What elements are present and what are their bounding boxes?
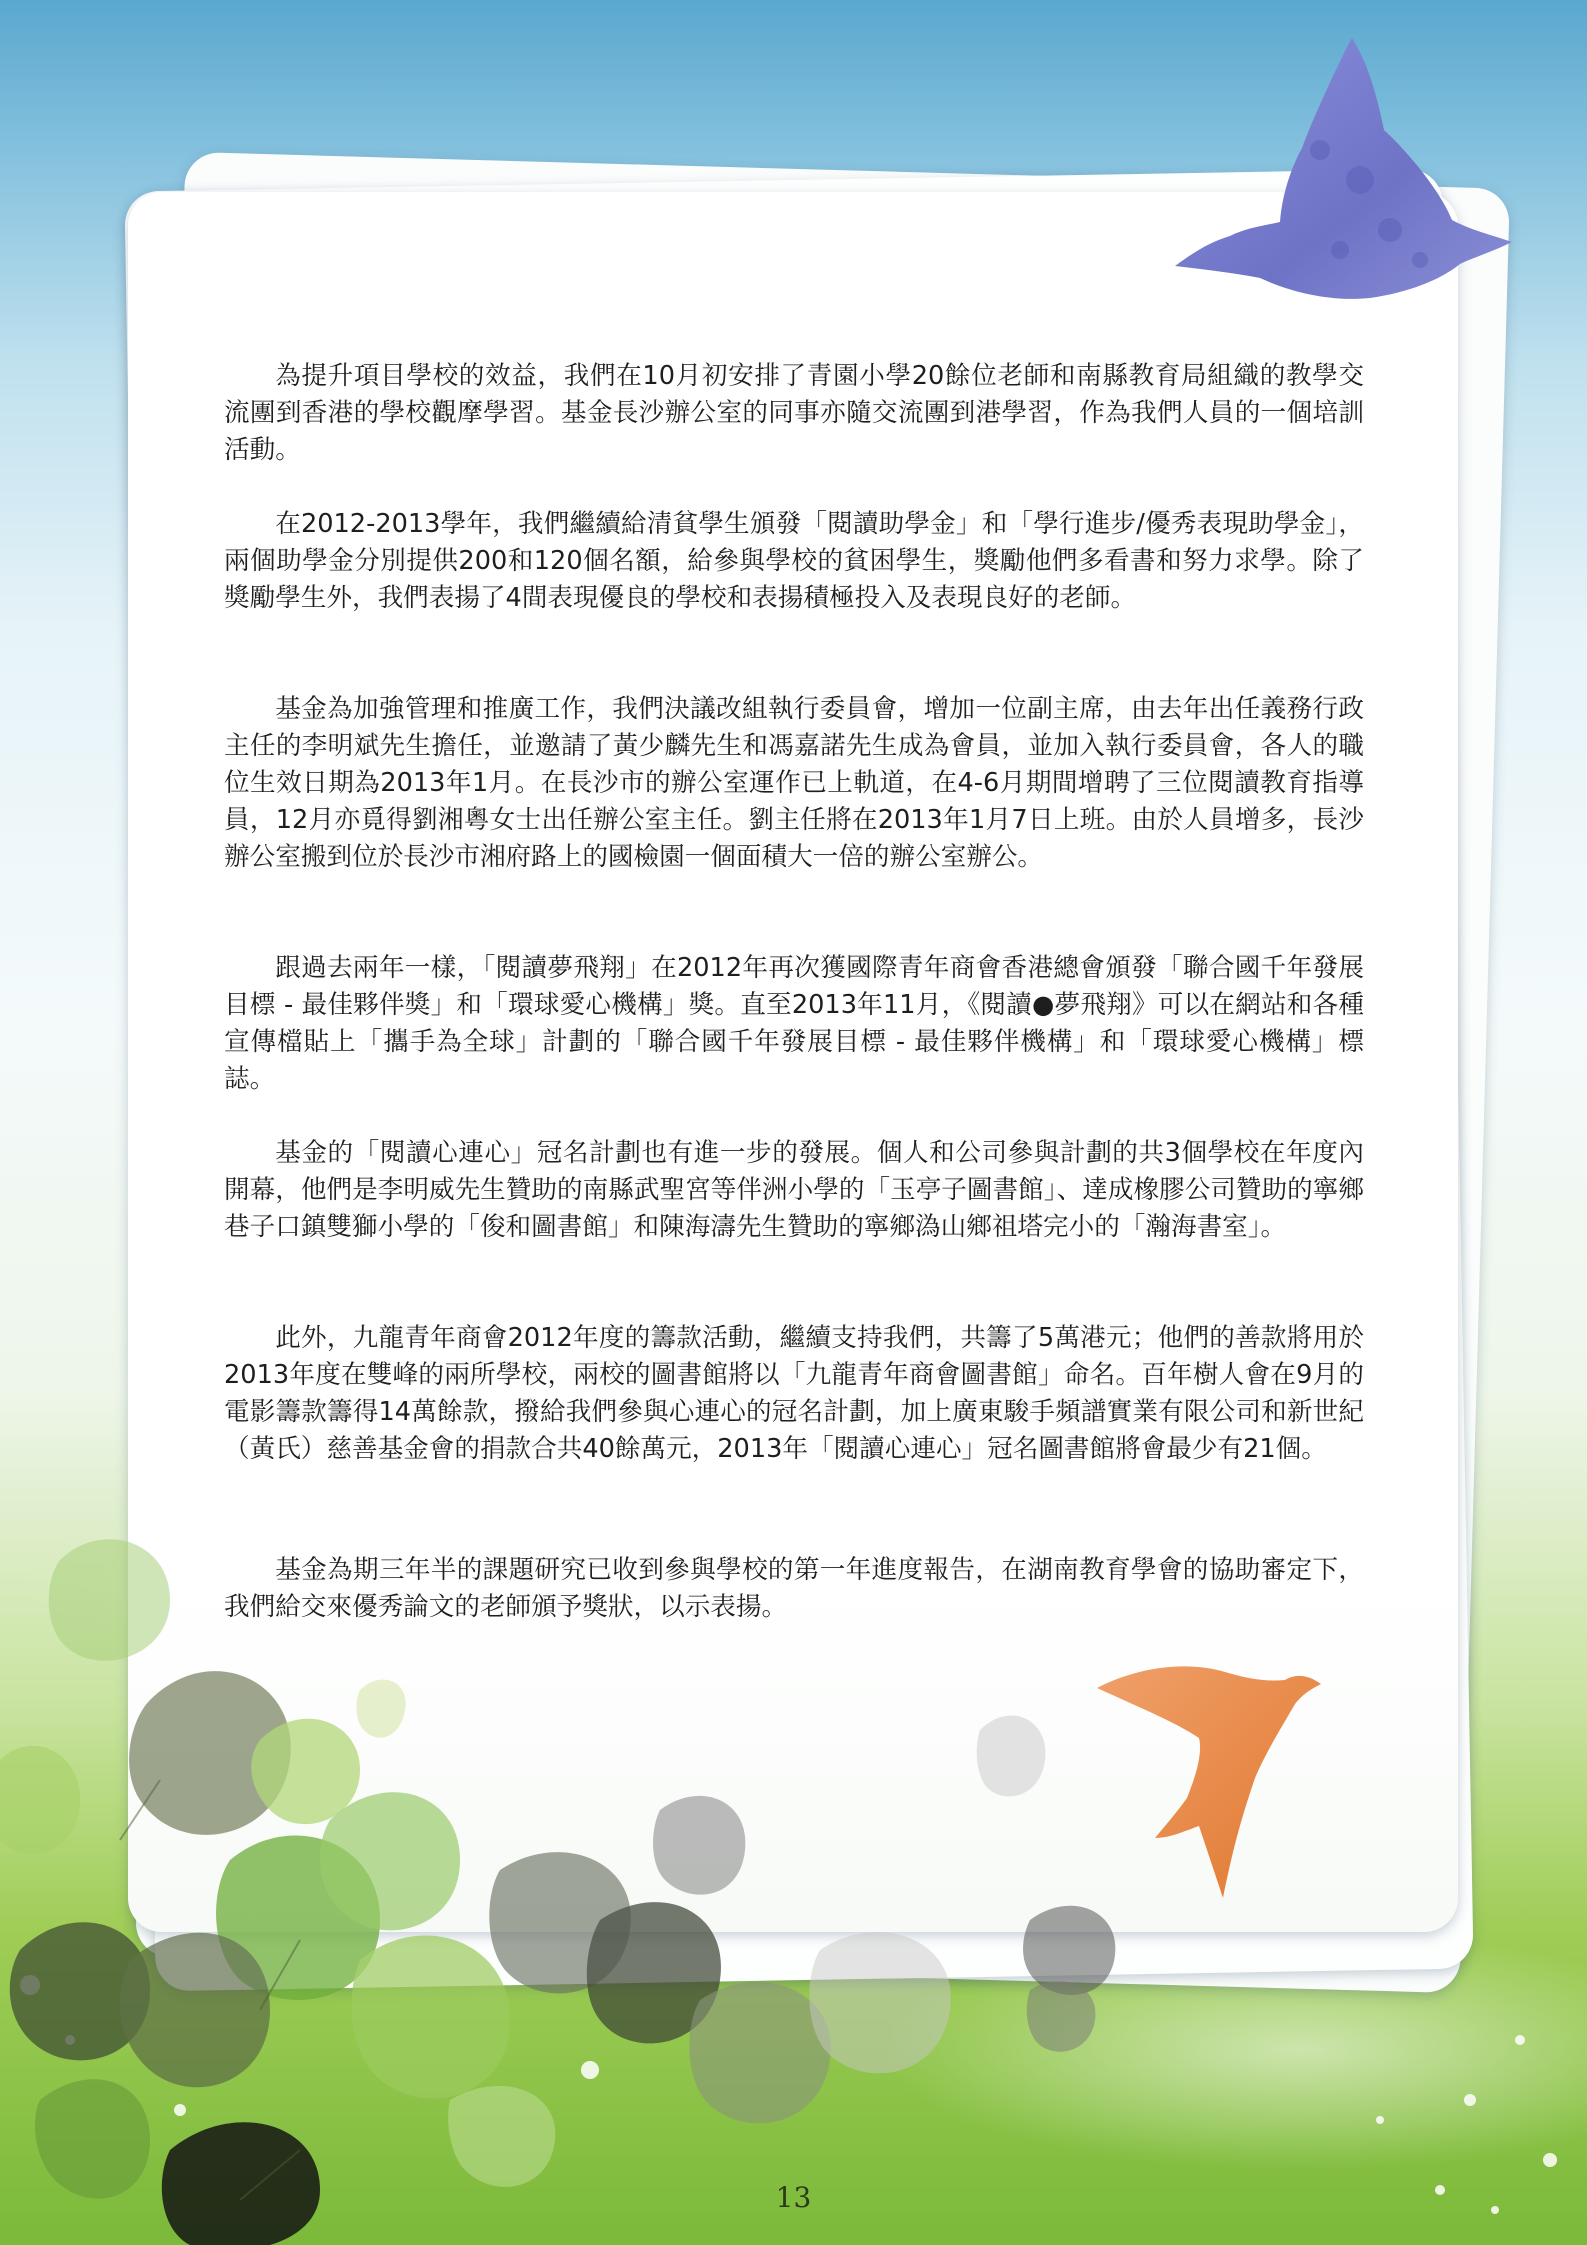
paragraph-committee-reorganization: 基金為加強管理和推廣工作，我們決議改組執行委員會，增加一位副主席，由去年出任義務行政主任的李明斌先生擔任，並邀請了黃少麟先生和馮嘉諾先生成為會員，並加入執行委員會，各人的職位生效日期為2013年1月。在長沙市的辦公室運作已上軌道，在4-6月期間增聘了三位閱讀教育指導員，12月亦覓得劉湘粵女士出任辦公室主任。劉主任將在2013年1月7日上班。由於人員增多，長沙辦公室搬到位於長沙市湘府路上的國檢園一個面積大一倍的辦公室辦公。 — [224, 694, 1364, 872]
paragraph-fundraising: 此外，九龍青年商會2012年度的籌款活動，繼續支持我們，共籌了5萬港元；他們的善款將用於2013年度在雙峰的兩所學校，兩校的圖書館將以「九龍青年商會圖書館」命名。百年樹人會在9月的電影籌款籌得14萬餘款，撥給我們參與心連心的冠名計劃，加上廣東駿手頻譜實業有限公司和新世紀（黃氏）慈善基金會的捐款合共40餘萬元，2013年「閱讀心連心」冠名圖書館將會最少有21個。 — [224, 1323, 1364, 1464]
leaf-icon — [1027, 1981, 1096, 2052]
leaf-icon — [809, 1932, 951, 2073]
paragraph-naming-program: 基金的「閱讀心連心」冠名計劃也有進一步的發展。個人和公司參與計劃的共3個學校在年度內開幕，他們是李明威先生贊助的南縣武聖宮等伴洲小學的「玉亭子圖書館」、達成橡膠公司贊助的寧鄉巷子口鎮雙獅小學的「俊和圖書館」和陳海濤先生贊助的寧鄉溈山鄉祖塔完小的「瀚海書室」。 — [224, 1138, 1364, 1242]
page-number: 13 — [775, 2181, 812, 2214]
leaf-icon — [977, 1716, 1046, 1797]
orange-bird-icon — [1095, 1658, 1325, 1908]
leaf-icon — [653, 1796, 745, 1895]
paragraph-teacher-exchange: 為提升項目學校的效益，我們在10月初安排了青園小學20餘位老師和南縣教育局組織的教學交流團到香港的學校觀摩學習。基金長沙辦公室的同事亦隨交流團到港學習，作為我們人員的一個培訓活動。 — [224, 361, 1364, 465]
leaf-icon — [120, 1933, 270, 2088]
leaf-icon — [352, 1936, 510, 2099]
leaf-icon — [49, 1539, 170, 1661]
leaf-icon — [1023, 1906, 1115, 1995]
paragraph-awards: 跟過去兩年一樣，「閱讀夢飛翔」在2012年再次獲國際青年商會香港總會頒發「聯合國千年發展目標 - 最佳夥伴獎」和「環球愛心機構」獎。直至2013年11月，《閱讀●夢飛翔》可以在網站和各種宣傳檔貼上「攜手為全球」計劃的「聯合國千年發展目標 - 最佳夥伴機構」和「環球愛心機構」標誌。 — [224, 953, 1364, 1094]
leaf-icon — [356, 1680, 405, 1738]
blue-bird-icon — [1170, 30, 1515, 330]
paragraph-research: 基金為期三年半的課題研究已收到參與學校的第一年進度報告，在湖南教育學會的協助審定下，我們給交來優秀論文的老師頒予獎狀，以示表揚。 — [224, 1555, 1364, 1622]
leaf-icon — [0, 1746, 80, 1854]
leaf-icon — [448, 2086, 555, 2187]
paragraph-scholarships: 在2012-2013學年，我們繼續給清貧學生頒發「閱讀助學金」和「學行進步/優秀表現助學金」，兩個助學金分別提供200和120個名額，給參與學校的貧困學生，獎勵他們多看書和努力求學。除了獎勵學生外，我們表揚了4間表現優良的學校和表揚積極投入及表現良好的老師。 — [224, 509, 1364, 613]
leaf-icon — [320, 1792, 460, 1930]
